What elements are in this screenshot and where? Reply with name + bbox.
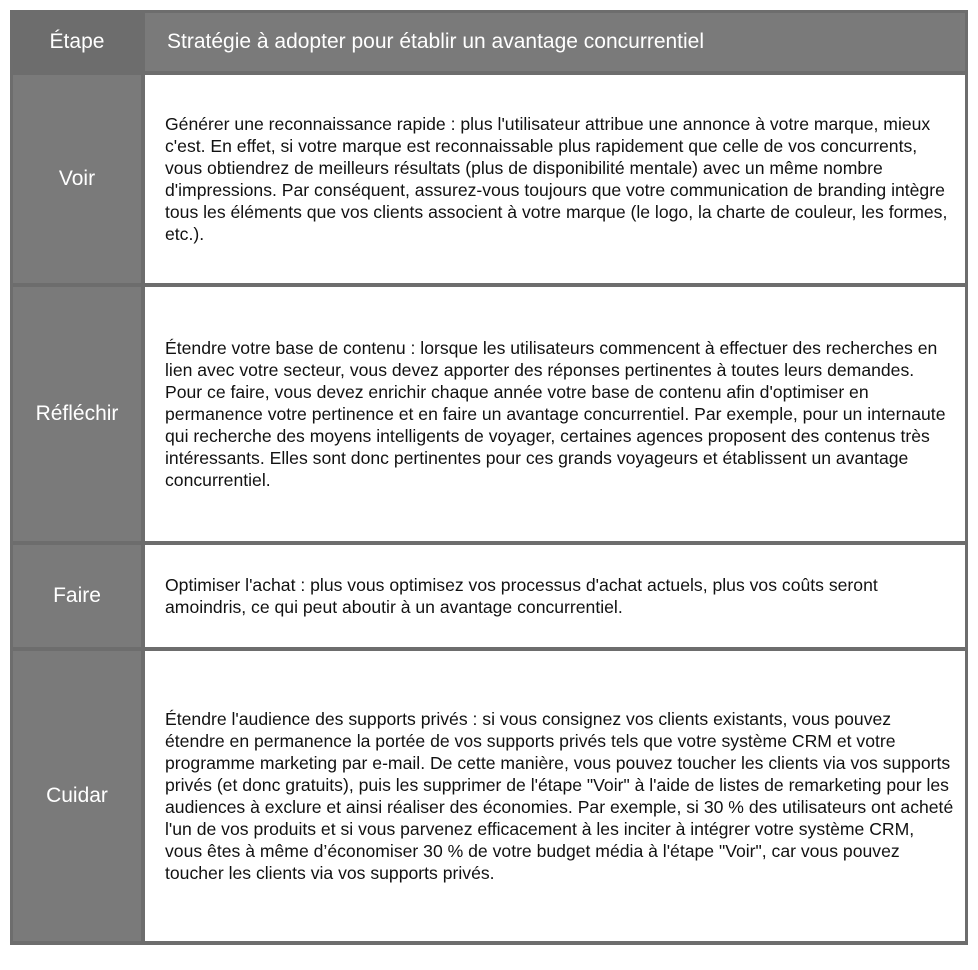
strategy-cell-reflechir (145, 287, 965, 541)
stage-cell-reflechir (13, 287, 141, 541)
stage-cell-cuidar (13, 651, 141, 941)
strategy-cell-voir (145, 75, 965, 283)
header-strategy-label: Stratégie à adopter pour établir un avantage concurrentiel (167, 30, 705, 53)
strategy-cell-cuidar (145, 651, 965, 941)
strategy-text: Étendre votre base de contenu : lorsque les utilisateurs commencent à effectuer des recherches en lien avec votre secteur, vous devez apporter des réponses pertinentes à toutes leurs demandes. Pour ce faire, vous devez enrichir chaque année votre base de contenu afin d'optimiser en permanence votre pertinence et en faire un avantage concurrentiel. Par exemple, pour un internaute qui recherche des moyens intelligents de voyager, certaines agences proposent des contenus très intéressants. Elles sont donc pertinentes pour ces grands voyageurs et établissent un avantage concurrentiel. (165, 338, 946, 490)
stage-label: Voir (58, 167, 96, 190)
header-stage-label: Étape (49, 30, 105, 53)
strategy-cell-faire (145, 545, 965, 647)
stage-label: Réfléchir (35, 402, 119, 425)
stage-label: Cuidar (46, 784, 108, 807)
stage-cell-faire (13, 545, 141, 647)
header-stage-cell (13, 13, 141, 71)
strategy-table (10, 10, 968, 945)
strategy-text: Étendre l'audience des supports privés : si vous consignez vos clients existants, vous pouvez étendre en permanence la portée de vos supports privés tels que votre système CRM et votre programme marketing par e-mail. De cette manière, vous pouvez toucher les clients via vos supports privés (et donc gratuits), puis les supprimer de l'étape "Voir" à l'aide de listes de remarketing pour les audiences à exclure et ainsi réaliser des économies. Par exemple, si 30 % des utilisateurs ont acheté l'un de vos produits et si vous parvenez efficacement à les inciter à intégrer votre système CRM, vous êtes à même d’économiser 30 % de votre budget média à l'étape "Voir", car vous pouvez toucher les clients via vos supports privés. (165, 709, 954, 883)
stage-label: Faire (53, 584, 101, 607)
strategy-text: Générer une reconnaissance rapide : plus l'utilisateur attribue une annonce à votre marque, mieux c'est. En effet, si votre marque est reconnaissable plus rapidement que celle de vos concurrents, vous obtiendrez de meilleurs résultats (plus de disponibilité mentale) avec un même nombre d'impressions. Par conséquent, assurez-vous toujours que votre communication de branding intègre tous les éléments que vos clients associent à votre marque (le logo, la charte de couleur, les formes, etc.). (165, 114, 948, 244)
header-strategy-cell (145, 13, 965, 71)
stage-cell-voir (13, 75, 141, 283)
strategy-text: Optimiser l'achat : plus vous optimisez vos processus d'achat actuels, plus vos coûts seront amoindris, ce qui peut aboutir à un avantage concurrentiel. (165, 575, 878, 617)
